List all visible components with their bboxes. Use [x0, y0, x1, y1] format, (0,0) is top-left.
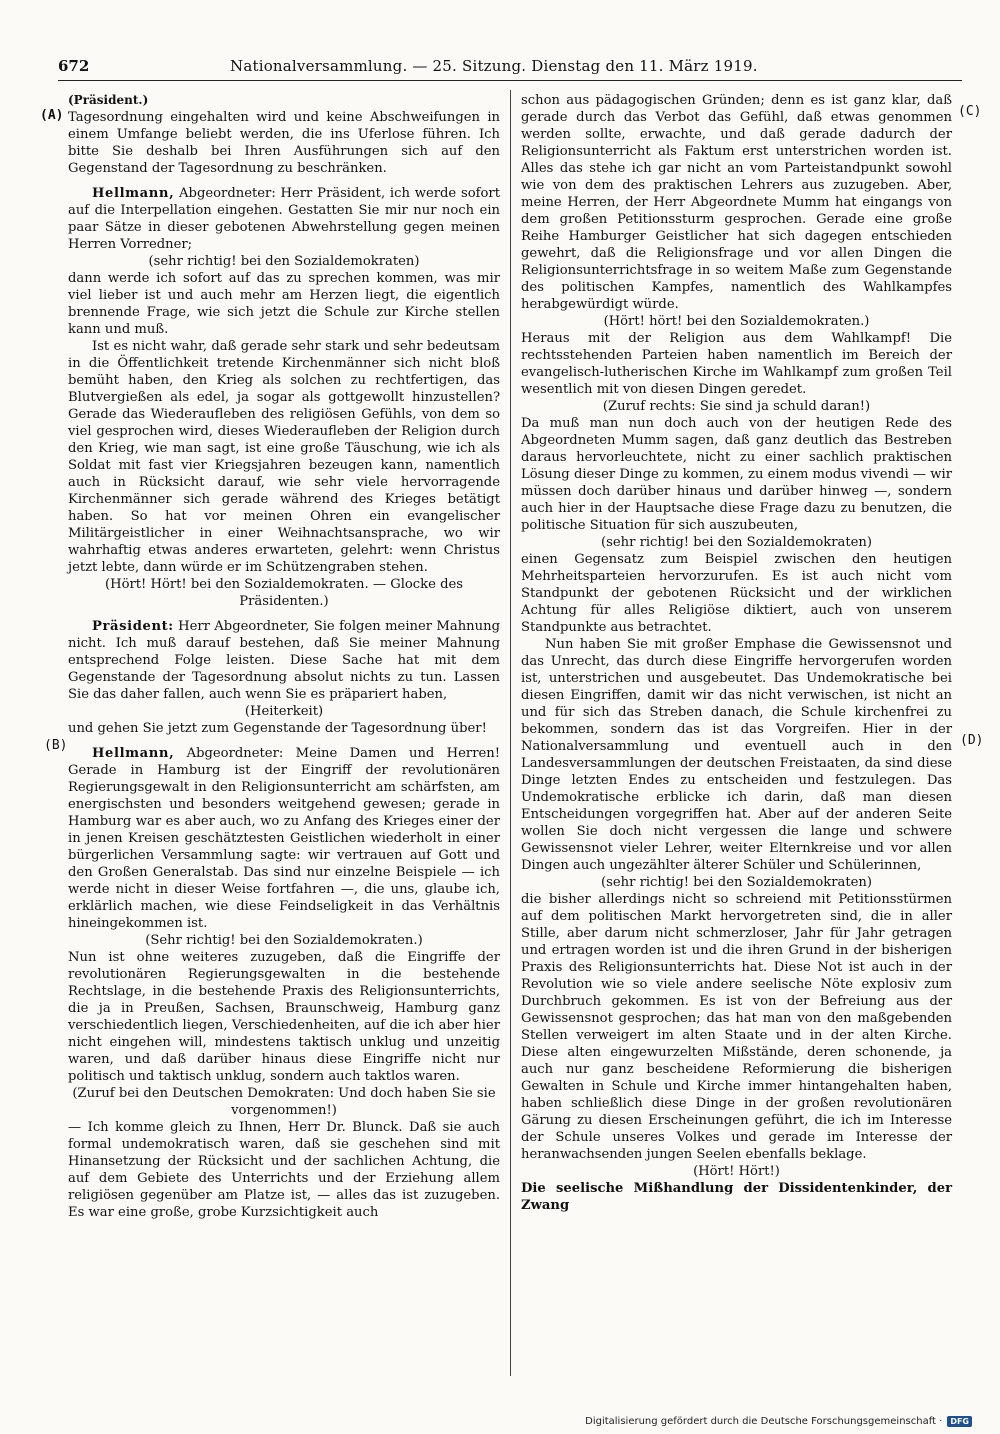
paragraph: Ist es nicht wahr, daß gerade sehr stark und sehr bedeutsam in die Öffentlichkeit tretende Kirchenmänner sich nicht bloß bemüht haben, den Krieg als solchen zu rechtfertigen, das Blutvergießen als edel, ja sogar als gottgewollt hinzustellen? Gerade das Wiederaufleben des religiösen Gefühls, von dem so viel gesprochen wird, dieses Wiederaufleben der Religion durch den Krieg, wie man sagt, ist eine große Täuschung, wie ich als Soldat mit fast vier Kriegsjahren bezeugen kann, namentlich auch in Rücksicht darauf, wie sehr viele hervorragende Kirchenmänner sich gerade während des Krieges betätigt haben. So hat vor meinen Ohren ein evangelischer Militärgeistlicher in einer Weihnachtsansprache, wo wir wahrhaftig etwas anderes erwarteten, gelehrt: wenn Christus jetzt lebte, dann würde er im Schützengraben stehen.: [68, 339, 500, 575]
paragraph: Nun haben Sie mit großer Emphase die Gewissensnot und das Unrecht, das durch diese Eingriffe hervorgerufen worden ist, unterstrichen und ausgebeutet. Das Undemokratische bei diesen Eingriffen, damit wir das nicht verwischen, ist nicht an und für sich das Streben danach, die Schule kirchenfrei zu bekommen, sondern das ist das Vorgreifen. Hier in der Nationalversammlung und eventuell auch in den Landesversammlungen der deutschen Freistaaten, da sind diese Dinge letzten Endes zu entscheiden und festzulegen. Das Undemokratische erblicke ich darin, daß man diesen Entscheidungen vorgegriffen hat. Aber auf der anderen Seite wollen Sie doch nicht vergessen die lange und schwere Gewissensnot vieler Lehrer, weiter Elternkreise und vor allen Dingen auch ungezählter älterer Schüler und Schülerinnen,: [521, 637, 952, 873]
interjection: (Zuruf bei den Deutschen Demokraten: Und doch haben Sie sie vorgenommen!): [72, 1086, 496, 1118]
paragraph: einen Gegensatz zum Beispiel zwischen den heutigen Mehrheitsparteien hervorzurufen. Es ist auch nicht vom Standpunkt der gebotenen Rücksicht und der wirklichen Achtung für alles Religiöse diktiert, auch von unserem Standpunkte aus betrachtet.: [521, 552, 952, 635]
credit-text: Digitalisierung gefördert durch die Deutsche Forschungsgemeinschaft ·: [585, 1416, 943, 1427]
paragraph: Die seelische Mißhandlung der Dissidentenkinder, der Zwang: [521, 1181, 952, 1213]
left-column: [68, 92, 500, 1221]
interjection: (Hört! Hört!): [693, 1164, 780, 1179]
paragraph: dann werde ich sofort auf das zu sprechen kommen, was mir viel lieber ist und auch mehr am Herzen liegt, die eigentlich brennende Frage, wie sich jetzt die Schule zur Kirche stellen kann und muß.: [68, 271, 500, 337]
margin-marker-b: (B): [44, 738, 68, 753]
speaker-name: Präsident:: [92, 619, 174, 634]
interjection: (sehr richtig! bei den Sozialdemokraten): [148, 254, 420, 269]
interjection: (Sehr richtig! bei den Sozialdemokraten.): [145, 933, 423, 948]
right-column: [521, 92, 952, 1214]
speaker-name: Hellmann,: [92, 746, 175, 761]
margin-marker-c: (C): [958, 104, 982, 119]
interjection: (Heiterkeit): [244, 704, 324, 719]
interjection: (Hört! Hört! bei den Sozialdemokraten. — Glocke des Präsidenten.): [104, 577, 464, 609]
column-divider: [510, 90, 511, 1376]
speech-paragraph: [68, 185, 500, 253]
paragraph: die bisher allerdings nicht so schreiend mit Petitionsstürmen auf dem politischen Markt hervorgetreten sind, die in aller Stille, aber darum nicht schmerzloser, Jahr für Jahr getragen und ertragen worden ist und die ihren Grund in der bisherigen Praxis des Religionsunterrichts hat. Diese Not ist auch in der Revolution wie so viele andere seelische Nöte explosiv zum Durchbruch gekommen. Es ist von der Befreiung aus der Gewissensnot gesprochen; das hat man von den maßgebenden Stellen verweigert im alten Staate und in der alten Kirche. Diese alten eingewurzelten Mißstände, deren schonende, ja auch nur ganz bescheidene Reformierung die bisherigen Gewalten in Schule und Kirche immer hintangehalten haben, haben schließlich diese Dinge in der großen revolutionären Gärung zu diesen Erscheinungen geführt, die ich im Interesse der Schule unseres Volkes und gerade im Interesse der heranwachsenden jungen Seelen ebenfalls beklage.: [521, 892, 952, 1162]
speech-paragraph: [68, 618, 500, 703]
speech-paragraph: [68, 745, 500, 932]
paragraph: Tagesordnung eingehalten wird und keine Abschweifungen in einem Umfange beliebt werden, die ins Uferlose führen. Ich bitte Sie deshalb bei Ihren Ausführungen sich auf den Gegenstand der Tagesordnung zu beschränken.: [68, 110, 500, 176]
interjection: (sehr richtig! bei den Sozialdemokraten): [601, 535, 872, 550]
speaker-label: (Präsident.): [68, 93, 149, 107]
interjection: (Hört! hört! bei den Sozialdemokraten.): [603, 314, 870, 329]
interjection: (sehr richtig! bei den Sozialdemokraten): [601, 875, 872, 890]
margin-marker-a: (A): [40, 108, 64, 123]
speaker-name: Hellmann,: [92, 186, 175, 201]
paragraph: und gehen Sie jetzt zum Gegenstande der Tagesordnung über!: [68, 721, 487, 736]
paragraph: Da muß man nun doch auch von der heutigen Rede des Abgeordneten Mumm sagen, daß ganz deutlich das Bestreben daraus hervorleuchtete, nicht zu einer sachlich praktischen Lösung dieser Dinge zu kommen, zu einem modus vivendi — wir müssen doch darüber hinaus und darüber hinweg —, sondern auch hier in der Hauptsache diese Frage dazu zu benutzen, die politische Situation für sich auszubeuten,: [521, 416, 952, 533]
paragraph: schon aus pädagogischen Gründen; denn es ist ganz klar, daß gerade durch das Verbot das Gefühl, daß etwas genommen werden sollte, erwachte, und daß gerade dadurch der Religionsunterricht als Faktum erst unterstrichen worden ist. Alles das stehe ich gar nicht an vom Parteistandpunkt sowohl wie von dem des praktischen Lehrers aus zuzugeben. Aber, meine Herren, der Herr Abgeordnete Mumm hat eingangs von dem großen Petitionssturm gesprochen. Gerade eine große Reihe Hamburger Geistlicher hat sich dagegen entschieden gewehrt, daß die Religionsfrage und vor allen Dingen die Religionsunterrichtsfrage in so weitem Maße zum Gegenstande des politischen Kampfes, namentlich des Wahlkampfes herabgewürdigt würde.: [521, 93, 952, 312]
paragraph: Nun ist ohne weiteres zuzugeben, daß die Eingriffe der revolutionären Regierungsgewalten in die bestehende Rechtslage, in die bestehende Praxis des Religionsunterrichts, die ja in Preußen, Sachsen, Braunschweig, Hamburg ganz verschiedentlich liegen, Verschiedenheiten, auf die ich aber hier nicht eingehen will, mindestens taktisch unklug und unzeitig waren, und daß darüber hinaus diese Eingriffe nicht nur politisch und taktisch unklug, sondern auch taktlos waren.: [68, 950, 500, 1084]
interjection: (Zuruf rechts: Sie sind ja schuld daran!): [602, 399, 871, 414]
page-number: 672: [58, 57, 90, 75]
paragraph: — Ich komme gleich zu Ihnen, Herr Dr. Blunck. Daß sie auch formal undemokratisch waren, daß sie geschehen sind mit Hinansetzung der Rücksicht und der sachlichen Achtung, die auf dem Gebiete des Unterrichts und der Erziehung allem religiösen gegenüber am Platze ist, — alles das ist zuzugeben. Es war eine große, grobe Kurzsichtigkeit auch: [68, 1120, 500, 1220]
paragraph-text: Abgeordneter: Herr Präsident, ich werde sofort auf die Interpellation eingehen. Gestatten Sie mir nur noch ein paar Sätze in dieser gebotenen Abwehrstellung gegen meinen Herren Vorredner;: [68, 186, 500, 252]
dfg-logo: DFG: [947, 1416, 972, 1427]
digitization-credit: [585, 1416, 972, 1427]
paragraph-text: Herr Abgeordneter, Sie folgen meiner Mahnung nicht. Ich muß darauf bestehen, daß Sie meiner Mahnung entsprechend Folge leisten. Diese Sache hat mit dem Gegenstande der Tagesordnung absolut nichts zu tun. Lassen Sie das daher fallen, auch wenn Sie es präpariert haben,: [68, 619, 500, 702]
paragraph: Heraus mit der Religion aus dem Wahlkampf! Die rechtsstehenden Parteien haben namentlich im Bereich der evangelisch-lutherischen Kirche im Wahlkampf zum großen Teil wesentlich mit von diesen Dingen geredet.: [521, 331, 952, 397]
margin-marker-d: (D): [960, 733, 984, 748]
running-title: Nationalversammlung. — 25. Sitzung. Dienstag den 11. März 1919.: [230, 57, 758, 75]
page-header: [58, 54, 962, 81]
paragraph-text: Abgeordneter: Meine Damen und Herren! Gerade in Hamburg ist der Eingriff der revolutionären Regierungsgewalt in den Religionsunterricht am schärfsten, am energischsten und besonders weitgehend gewesen; gerade in Hamburg war es aber auch, wo zu Anfang des Krieges einer der in jenen Kreisen geschätztesten Geistlichen wiederholt in einer bürgerlichen Versammlung sagte: wir vertrauen auf Gott und den Großen Generalstab. Das sind nur einzelne Beispiele — ich werde nicht in dieser Weise fortfahren —, die uns, glaube ich, erklärlich machen, wie diese Feindseligkeit in das Verhältnis hineingekommen ist.: [68, 746, 500, 931]
